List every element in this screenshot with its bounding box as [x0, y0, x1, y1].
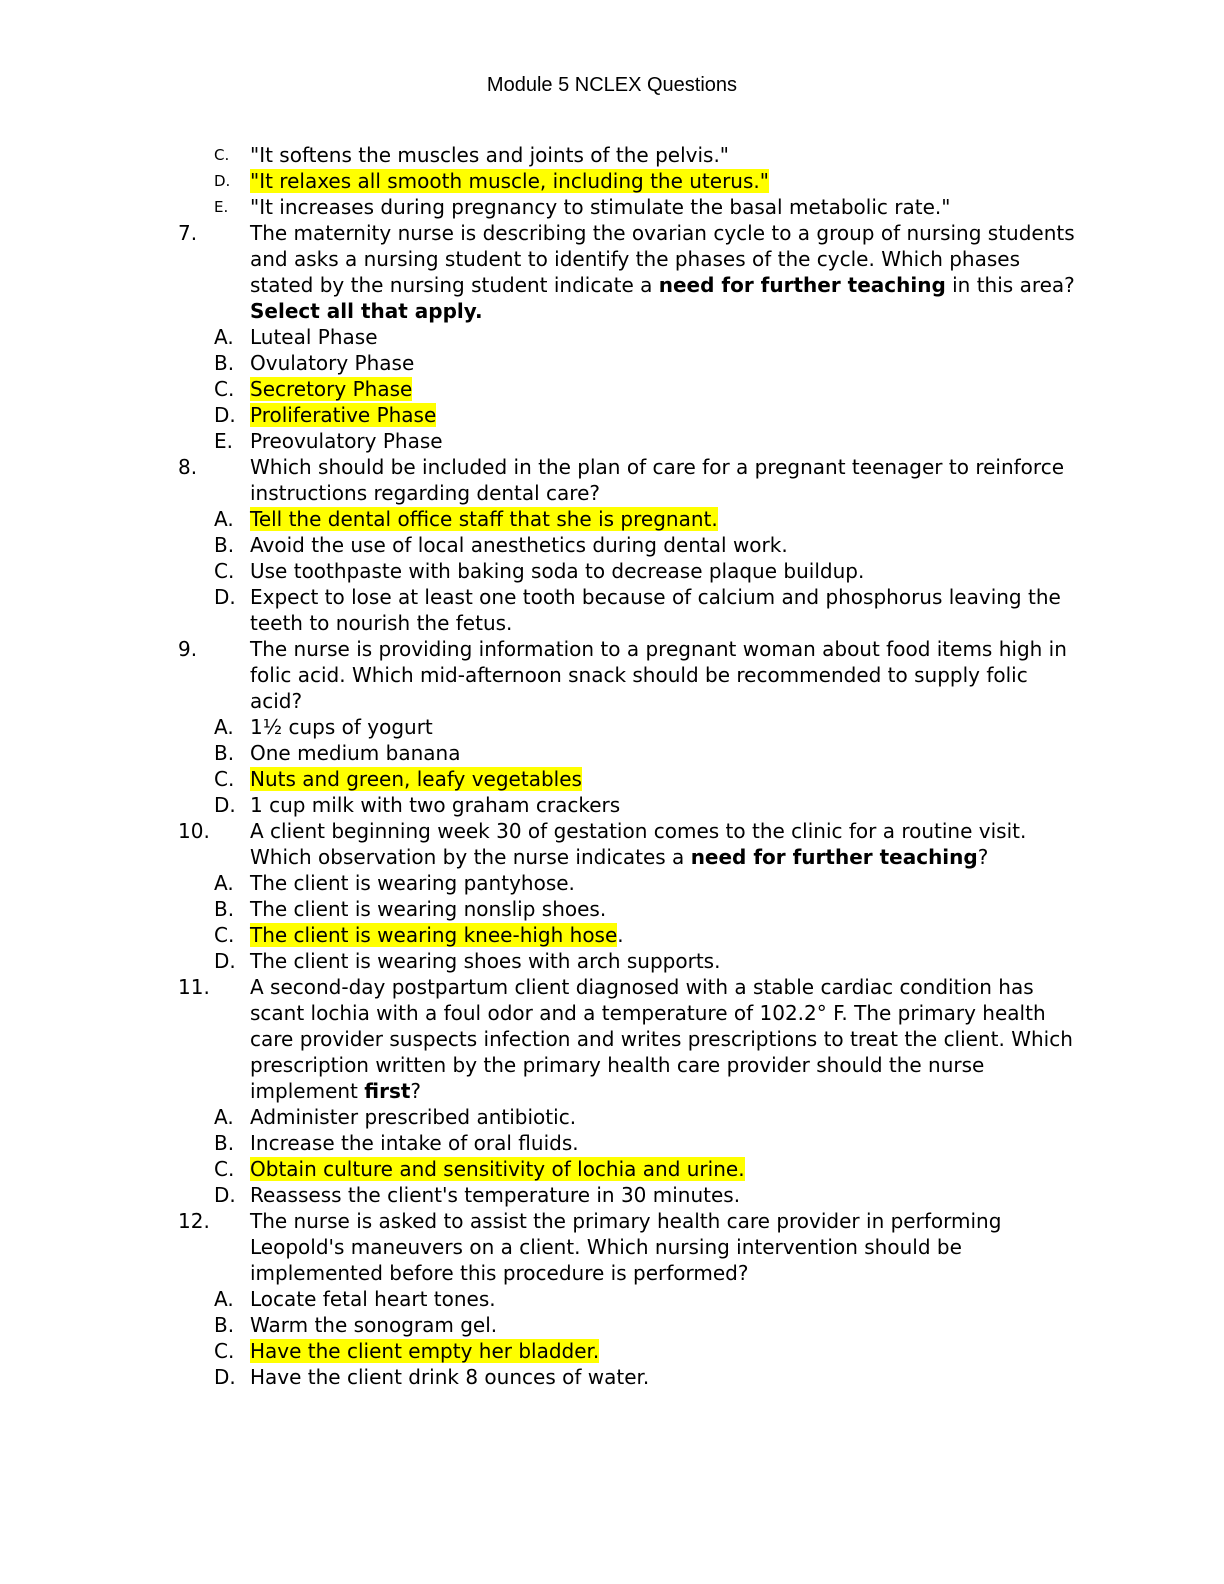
answer-option	[178, 402, 1078, 428]
answer-option	[178, 584, 1078, 636]
question-number: 12.	[178, 1209, 210, 1233]
question-stem	[178, 974, 1078, 1104]
option-letter: B.	[214, 533, 235, 557]
question-number: 7.	[178, 221, 198, 245]
option-text: Use toothpaste with baking soda to decrease plaque buildup.	[250, 559, 865, 583]
option-letter: D.	[214, 793, 236, 817]
option-text: One medium banana	[250, 741, 461, 765]
answer-option	[178, 1104, 1078, 1130]
question-number: 11.	[178, 975, 210, 999]
highlighted-answer: Tell the dental office staff that she is pregnant.	[250, 507, 718, 531]
header-title: Module 5 NCLEX Questions	[486, 74, 738, 96]
answer-option	[178, 1364, 1078, 1390]
answer-option	[178, 532, 1078, 558]
option-text: The client is wearing shoes with arch supports.	[250, 949, 721, 973]
option-letter: D.	[214, 1365, 236, 1389]
stem-text: A second-day postpartum client diagnosed with a stable cardiac condition has scant lochia with a foul odor and a temperature of 102.2° F. The primary health care provider suspects infection and writes prescriptions to treat the client. Which prescription written by the primary health care provider should the nurse implement	[250, 975, 1073, 1103]
answer-option	[178, 350, 1078, 376]
option-text: Increase the intake of oral fluids.	[250, 1131, 579, 1155]
highlighted-answer: Have the client empty her bladder.	[250, 1339, 600, 1363]
option-text: "It increases during pregnancy to stimulate the basal metabolic rate."	[250, 195, 951, 219]
option-letter: E.	[214, 198, 229, 216]
answer-option	[178, 896, 1078, 922]
stem-text: ?	[410, 1079, 422, 1103]
answer-option	[178, 324, 1078, 350]
question-stem	[178, 454, 1078, 506]
highlighted-answer: Obtain culture and sensitivity of lochia and urine.	[250, 1157, 745, 1181]
option-letter: C.	[214, 559, 235, 583]
answer-option	[178, 714, 1078, 740]
question-text	[250, 819, 1026, 869]
question-text	[250, 1209, 1001, 1285]
option-text: "It softens the muscles and joints of the pelvis."	[250, 143, 730, 167]
stem-text: The nurse is asked to assist the primary health care provider in performing Leopold's maneuvers on a client. Which nursing intervention should be implemented before this procedure is performed?	[250, 1209, 1002, 1285]
option-suffix: .	[617, 923, 624, 947]
answer-option	[178, 1156, 1078, 1182]
option-text: Reassess the client's temperature in 30 minutes.	[250, 1183, 741, 1207]
option-letter: B.	[214, 1313, 235, 1337]
stem-text: in this area?	[945, 273, 1075, 297]
option-letter: D.	[214, 403, 236, 427]
highlighted-answer: "It relaxes all smooth muscle, including the uterus."	[250, 169, 769, 193]
answer-option	[178, 506, 1078, 532]
option-letter: B.	[214, 351, 235, 375]
stem-text: The nurse is providing information to a pregnant woman about food items high in folic acid. Which mid-afternoon snack should be recommended to supply folic acid?	[250, 637, 1067, 713]
answer-option	[178, 168, 1078, 194]
answer-option	[178, 1286, 1078, 1312]
option-text: Avoid the use of local anesthetics during dental work.	[250, 533, 788, 557]
option-text: Warm the sonogram gel.	[250, 1313, 498, 1337]
answer-option	[178, 1182, 1078, 1208]
option-text: Administer prescribed antibiotic.	[250, 1105, 577, 1129]
option-letter: B.	[214, 741, 235, 765]
stem-text: The maternity nurse is describing the ovarian cycle to a group of nursing students and asks a nursing student to identify the phases of the cycle. Which phases stated by the nursing student indicate a	[250, 221, 1075, 297]
option-text: Luteal Phase	[250, 325, 378, 349]
emphasis-text: first	[364, 1079, 411, 1103]
option-letter: D.	[214, 1183, 236, 1207]
option-letter: B.	[214, 1131, 235, 1155]
option-letter: A.	[214, 1287, 234, 1311]
question-list	[178, 142, 1078, 1390]
answer-option	[178, 1312, 1078, 1338]
option-letter: A.	[214, 871, 234, 895]
option-letter: C.	[214, 1157, 235, 1181]
stem-text: Which should be included in the plan of care for a pregnant teenager to reinforce instructions regarding dental care?	[250, 455, 1065, 505]
emphasis-text: Select all that apply.	[250, 299, 483, 323]
question-number: 9.	[178, 637, 198, 661]
option-letter: A.	[214, 1105, 234, 1129]
option-text: Preovulatory Phase	[250, 429, 443, 453]
stem-text: ?	[977, 845, 989, 869]
option-letter: C.	[214, 923, 235, 947]
page-header	[0, 72, 1224, 98]
option-text: Expect to lose at least one tooth because of calcium and phosphorus leaving the teeth to nourish the fetus.	[250, 585, 1061, 635]
highlighted-answer: Nuts and green, leafy vegetables	[250, 767, 582, 791]
option-letter: B.	[214, 897, 235, 921]
emphasis-text: need for further teaching	[658, 273, 946, 297]
answer-option	[178, 948, 1078, 974]
answer-option	[178, 1338, 1078, 1364]
question-stem	[178, 220, 1078, 324]
option-letter: D.	[214, 585, 236, 609]
answer-option	[178, 922, 1078, 948]
answer-option	[178, 142, 1078, 168]
question-text	[250, 975, 1073, 1103]
option-letter: C.	[214, 377, 235, 401]
question-stem	[178, 1208, 1078, 1286]
answer-option	[178, 376, 1078, 402]
highlighted-answer: Secretory Phase	[250, 377, 413, 401]
option-text: 1 cup milk with two graham crackers	[250, 793, 621, 817]
option-text: Locate fetal heart tones.	[250, 1287, 496, 1311]
answer-option	[178, 1130, 1078, 1156]
answer-option	[178, 558, 1078, 584]
answer-option	[178, 740, 1078, 766]
answer-option	[178, 792, 1078, 818]
option-letter: D.	[214, 949, 236, 973]
option-text: The client is wearing nonslip shoes.	[250, 897, 607, 921]
answer-option	[178, 194, 1078, 220]
option-letter: C.	[214, 1339, 235, 1363]
question-number: 8.	[178, 455, 198, 479]
option-text: The client is wearing pantyhose.	[250, 871, 575, 895]
question-text	[250, 221, 1075, 323]
option-letter: E.	[214, 429, 233, 453]
option-letter: A.	[214, 715, 234, 739]
question-stem	[178, 636, 1078, 714]
option-text: Have the client drink 8 ounces of water.	[250, 1365, 650, 1389]
option-letter: A.	[214, 325, 234, 349]
option-text: Ovulatory Phase	[250, 351, 415, 375]
option-text: 1½ cups of yogurt	[250, 715, 433, 739]
option-letter: C.	[214, 146, 230, 164]
option-letter: D.	[214, 172, 231, 190]
highlighted-answer: The client is wearing knee-high hose	[250, 923, 618, 947]
question-number: 10.	[178, 819, 210, 843]
option-letter: C.	[214, 767, 235, 791]
answer-option	[178, 428, 1078, 454]
stem-text: A client beginning week 30 of gestation comes to the clinic for a routine visit. Which observation by the nurse indicates a	[250, 819, 1027, 869]
highlighted-answer: Proliferative Phase	[250, 403, 437, 427]
question-stem	[178, 818, 1078, 870]
answer-option	[178, 870, 1078, 896]
question-text	[250, 455, 1064, 505]
emphasis-text: need for further teaching	[690, 845, 978, 869]
answer-option	[178, 766, 1078, 792]
option-letter: A.	[214, 507, 234, 531]
question-text	[250, 637, 1067, 713]
